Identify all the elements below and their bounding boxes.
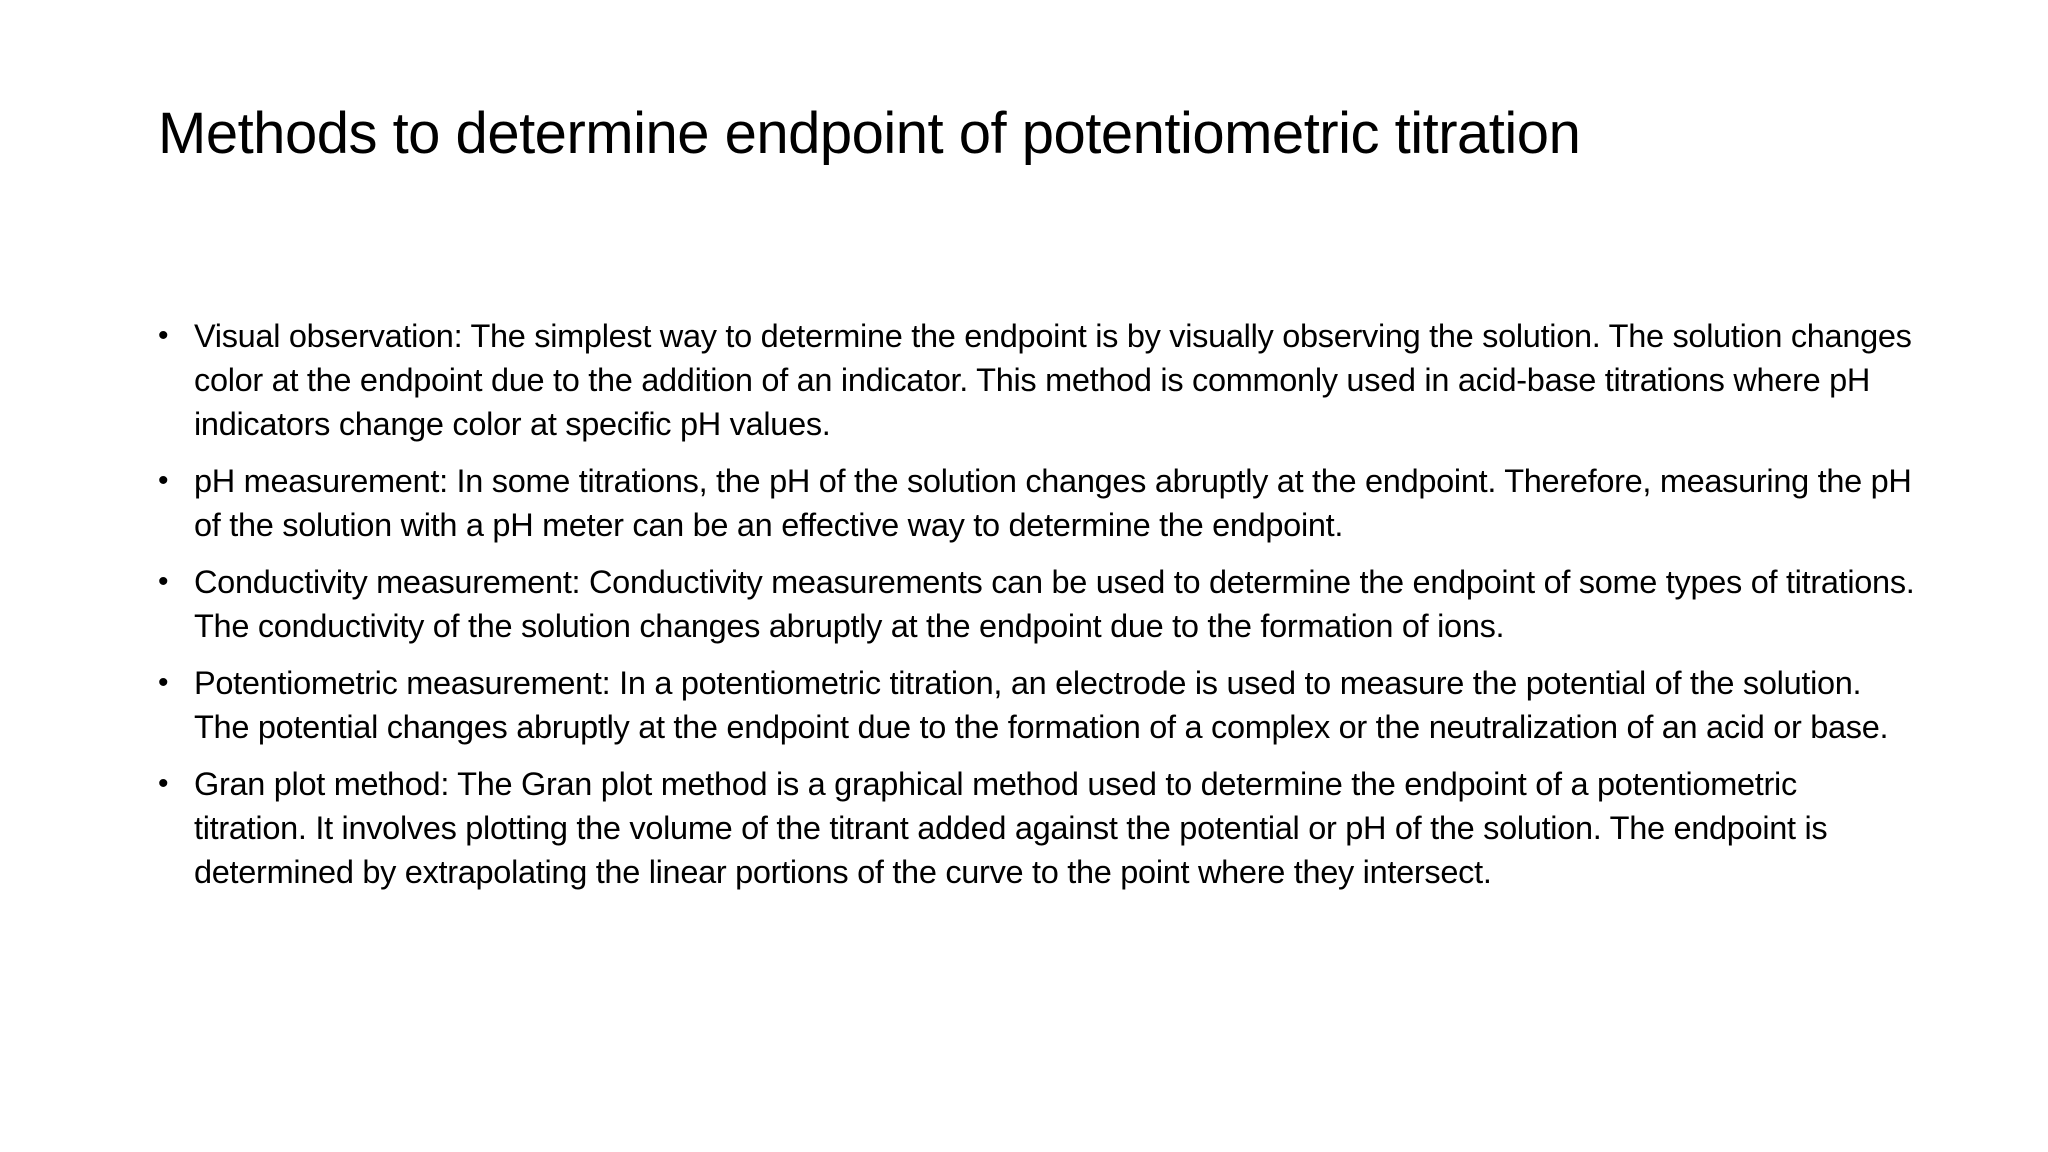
slide-title: Methods to determine endpoint of potentiometric titration <box>158 101 1581 166</box>
bullet-item <box>158 661 1918 749</box>
bullet-item <box>158 762 1918 894</box>
bullet-point-icon: • <box>158 666 169 699</box>
bullet-text: Visual observation: The simplest way to determine the endpoint is by visually observing the solution. The solution changes color at the endpoint due to the addition of an indicator. This method is commonly used in acid-base titrations where pH indicators change color at specific pH values. <box>194 318 1912 442</box>
bullet-point-icon: • <box>158 767 169 800</box>
bullet-text: Potentiometric measurement: In a potentiometric titration, an electrode is used to measure the potential of the solution. The potential changes abruptly at the endpoint due to the formation of a complex or the neutralization of an acid or base. <box>194 665 1889 745</box>
bullet-text: Conductivity measurement: Conductivity measurements can be used to determine the endpoint of some types of titrations. The conductivity of the solution changes abruptly at the endpoint due to the formation of ions. <box>194 564 1915 644</box>
bullet-point-icon: • <box>158 464 169 497</box>
bullet-point-icon: • <box>158 565 169 598</box>
bullet-point-icon: • <box>158 319 169 352</box>
bullet-item <box>158 459 1918 547</box>
bullet-item <box>158 560 1918 648</box>
bullet-item <box>158 314 1918 446</box>
bullet-list <box>158 314 1918 907</box>
bullet-text: pH measurement: In some titrations, the pH of the solution changes abruptly at the endpoint. Therefore, measuring the pH of the solution with a pH meter can be an effective way to determine the endpoint. <box>194 463 1912 543</box>
bullet-text: Gran plot method: The Gran plot method is a graphical method used to determine the endpoint of a potentiometric titration. It involves plotting the volume of the titrant added against the potential or pH of the solution. The endpoint is determined by extrapolating the linear portions of the curve to the point where they intersect. <box>194 766 1828 890</box>
